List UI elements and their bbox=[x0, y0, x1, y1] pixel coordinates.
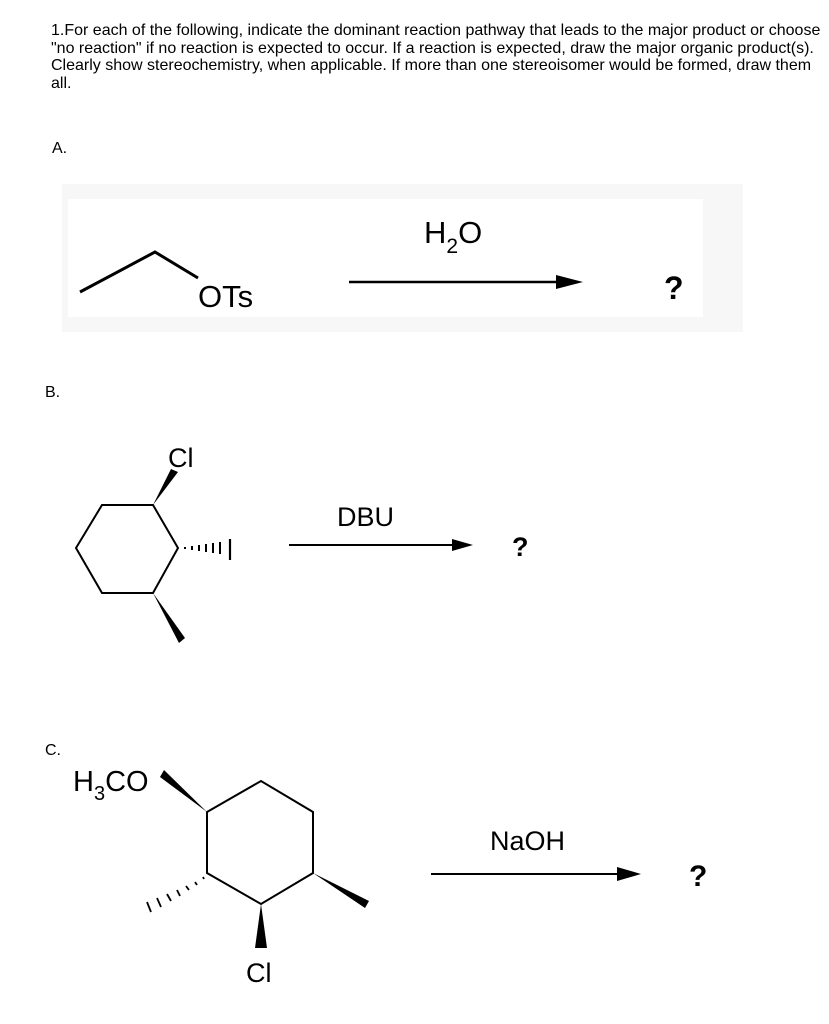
problem-a-label: A. bbox=[52, 140, 68, 157]
problem-c-methyl-wedge-bond bbox=[313, 873, 369, 908]
problem-c-cl-wedge-bond bbox=[255, 904, 267, 948]
problem-b-product-question: ? bbox=[512, 532, 529, 562]
problem-b-reagent: DBU bbox=[337, 502, 395, 532]
problem-c-product-question: ? bbox=[689, 860, 708, 893]
problem-b-methyl-wedge-bond bbox=[153, 593, 185, 643]
problem-c-reaction-arrow bbox=[431, 867, 641, 881]
problem-a-substrate-skeleton bbox=[80, 252, 198, 292]
problem-a-reagent-h: H bbox=[424, 215, 447, 250]
problem-c-label: C. bbox=[45, 742, 61, 759]
problem-c-cyclohexane-ring bbox=[207, 781, 313, 904]
problem-b-cyclohexane-ring bbox=[76, 505, 178, 593]
problem-c-cl-label: Cl bbox=[246, 958, 272, 988]
problem-b-methyl-hash-bond bbox=[185, 539, 230, 560]
problem-c-reagent: NaOH bbox=[490, 826, 566, 856]
problem-b-cl-label: Cl bbox=[168, 443, 194, 473]
problem-a-reaction-arrow bbox=[349, 275, 583, 289]
problem-a-reagent-o: O bbox=[458, 215, 483, 250]
problem-c-methoxy-wedge-bond bbox=[160, 770, 207, 812]
svg-text:H3CO bbox=[73, 766, 149, 805]
problem-a-reagent-subscript: 2 bbox=[446, 235, 459, 258]
problem-b-label: B. bbox=[45, 384, 61, 401]
question-instructions: 1.For each of the following, indicate the dominant reaction pathway that leads to the major product or choose "no reaction" if no reaction is expected to occur. If a reaction is expected, draw the major organic product(s). Clearly show stereochemistry, when applicable. If more than one stereoisomer would be formed, draw them all. bbox=[51, 22, 821, 92]
problem-a-product-question: ? bbox=[664, 270, 684, 306]
svg-text:H2O bbox=[424, 215, 482, 258]
problem-b-cl-wedge-bond bbox=[153, 469, 178, 505]
problem-c-methoxy-subscript: 3 bbox=[93, 783, 106, 805]
problem-c-methoxy-co: CO bbox=[105, 766, 149, 798]
problem-b-reaction-arrow bbox=[289, 539, 473, 551]
problem-c-methoxy-h: H bbox=[73, 766, 94, 798]
problem-c-methyl-hash-bond bbox=[147, 877, 204, 912]
problem-a-ots-label: OTs bbox=[198, 279, 254, 314]
